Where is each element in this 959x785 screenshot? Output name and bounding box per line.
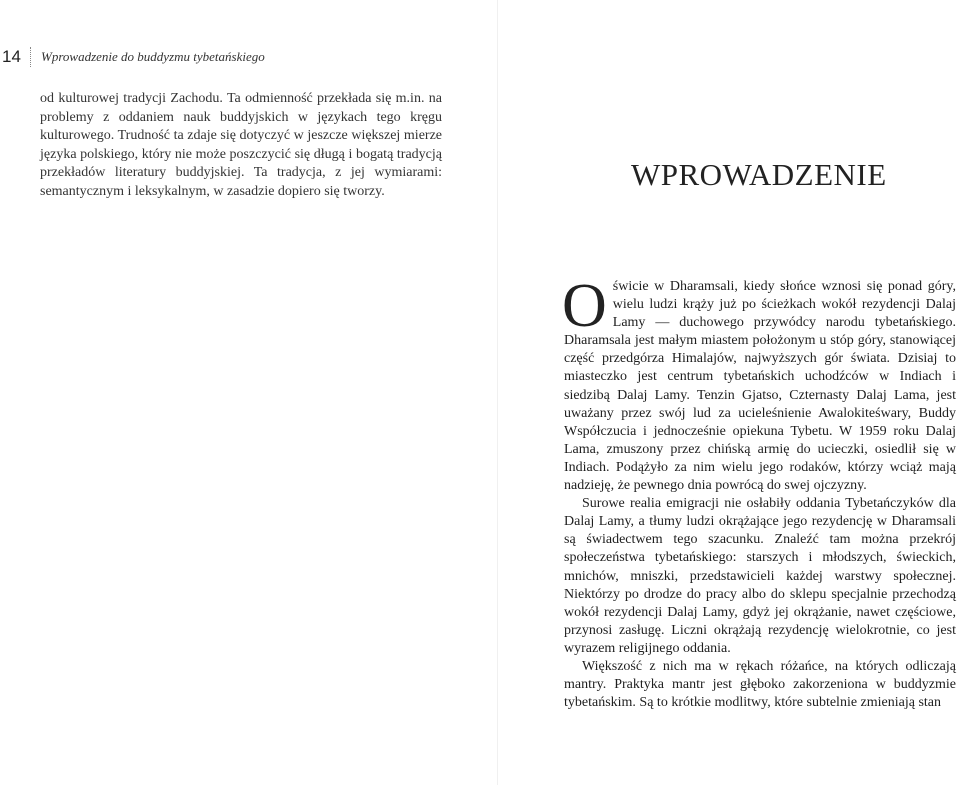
right-paragraph-3: Większość z nich ma w rękach różańce, na których odliczają mantry. Praktyka mantr jest głęboko zakorzeniona w buddyzmie tybetańskim. Są to krótkie modlitwy, które subtelnie zmieniają stan [564, 658, 956, 711]
drop-cap: O [562, 272, 607, 340]
page-number: 14 [2, 47, 21, 66]
chapter-title: WPROWADZENIE [631, 157, 887, 192]
right-paragraph-2: Surowe realia emigracji nie osłabiły oddania Tybetańczyków dla Dalaj Lamy, a tłumy ludzi okrążające jego rezydencję w Dharamsali są świadectwem tego szacunku. Znaleźć tam można przekrój społeczeństwa tybetańskiego: starszych i młodszych, świeckich, mnichów, mniszki, przedstawicieli każdej warstwy społecznej. Niektórzy po drodze do pracy albo do sklepu specjalnie przechodzą wokół rezydencji Dalaj Lamy, gdyż jej okrążanie, nawet częściowe, przynosi zasługę. Liczni okrążają rezydencję wielokrotnie, co jest wyrazem religijnego oddania. [564, 496, 956, 656]
left-page-text [40, 90, 442, 202]
running-head [2, 46, 265, 68]
running-title: Wprowadzenie do buddyzmu tybetańskiego [41, 49, 265, 64]
running-head-divider [30, 47, 32, 67]
right-page [480, 0, 959, 785]
left-paragraph: od kulturowej tradycji Zachodu. Ta odmienność przekłada się m.in. na problemy z oddaniem nauk buddyjskich w językach tego kręgu kulturowego. Trudność ta zdaje się dotyczyć w jeszcze większej mierze języka polskiego, który nie może poszczycić się długą i bogatą tradycją przekładów literatury buddyjskiej. Ta tradycja, z jej wymiarami: semantycznym i leksykalnym, w zasadzie dopiero się tworzy. [40, 91, 442, 199]
right-paragraph-1 [562, 272, 956, 495]
right-page-text [562, 272, 956, 712]
right-paragraph-1-text: świcie w Dharamsali, kiedy słońce wznosi się ponad góry, wielu ludzi krąży już po ścieżkach wokół rezydencji Dalaj Lamy — duchowego przywódcy narodu tybetańskiego. Dharamsala jest małym miastem położonym u stóp góry, stanowiącej część przedgórza Himalajów, najwyższych gór świata. Dzisiaj to miasteczko jest centrum tybetańskich uchodźców w Indiach i siedzibą Dalaj Lamy. Tenzin Gjatso, Czternasty Dalaj Lama, jest uważany przez swój lud za ucieleśnienie Awalokiteśwary, Buddy Współczucia i jednocześnie opiekuna Tybetu. W 1959 roku Dalaj Lama, zmuszony przez chińską armię do ucieczki, osiedlił się w Indiach. Podążyło za nim wielu jego rodaków, którzy wciąż mają nadzieję, że pewnego dnia powrócą do swej ojczyzny. [564, 279, 956, 494]
